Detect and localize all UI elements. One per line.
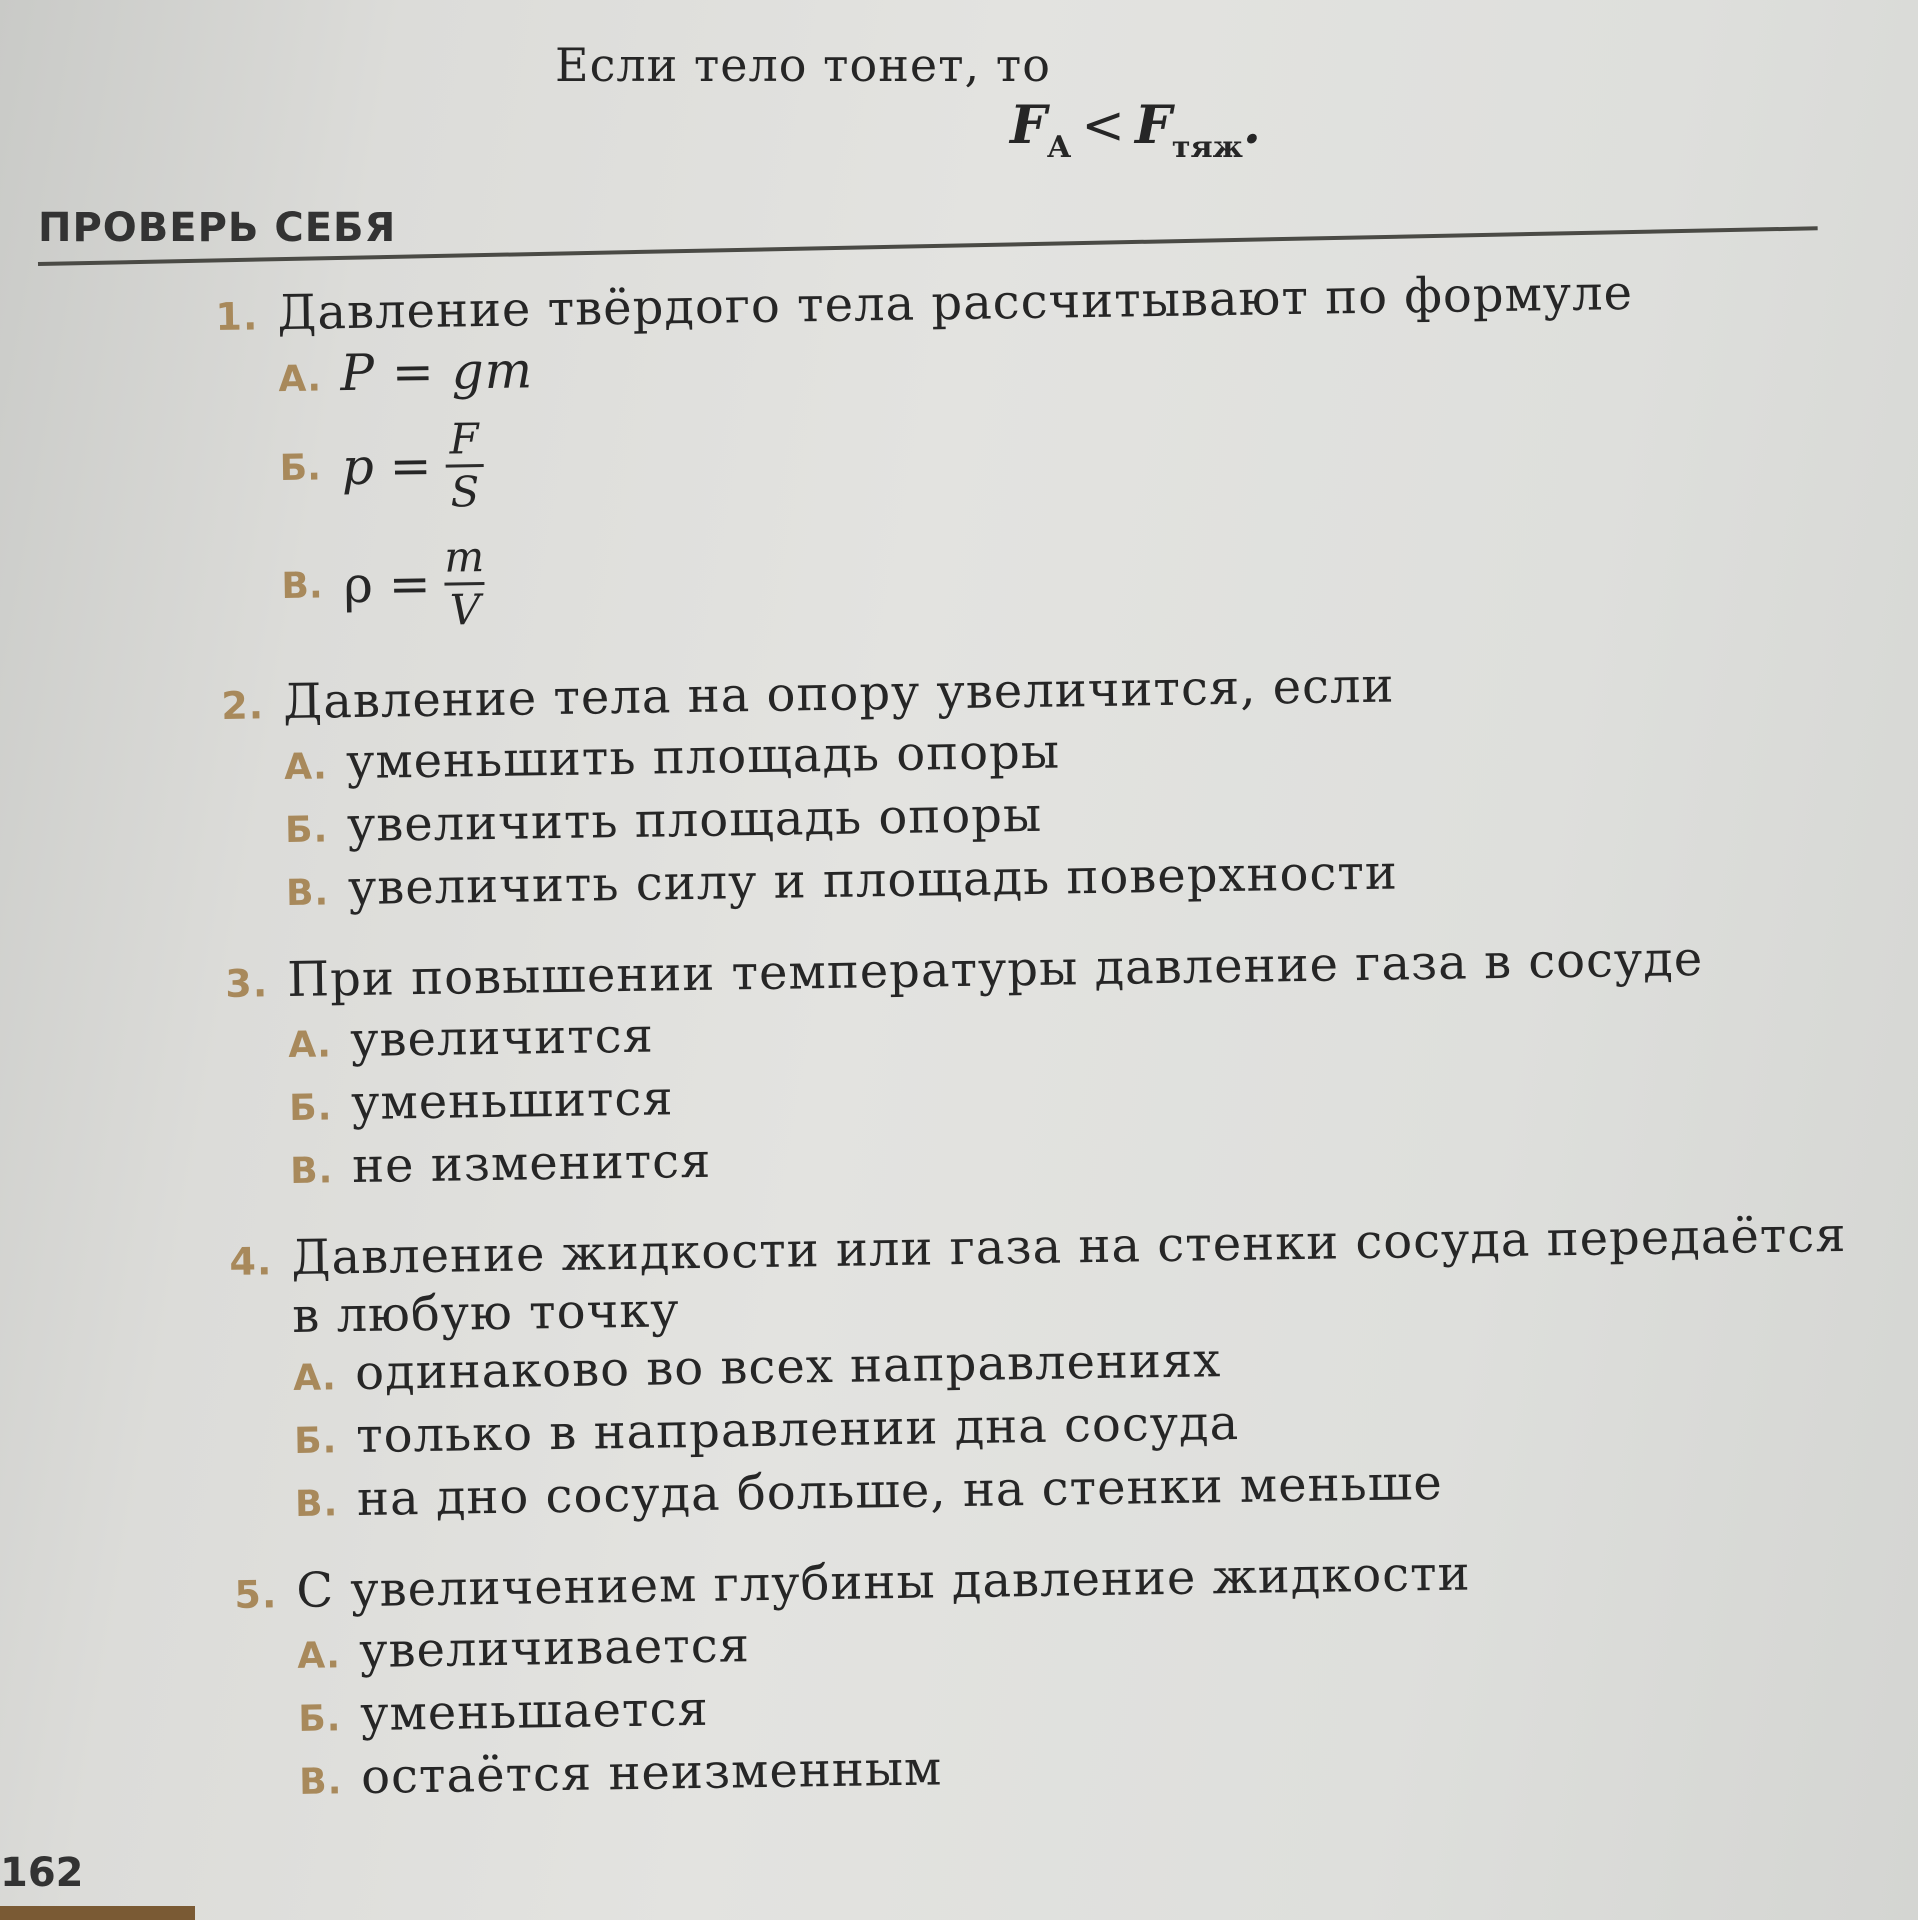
option-letter: В. xyxy=(294,1483,339,1525)
option-c xyxy=(281,504,1861,645)
question-number: 2. xyxy=(220,683,265,728)
page-number: 162 xyxy=(0,1850,84,1896)
option-text: остаётся неизменным xyxy=(360,1740,943,1805)
option-b xyxy=(279,386,1859,527)
option-text: уменьшится xyxy=(350,1070,674,1132)
option-letter: А. xyxy=(278,358,323,401)
page-edge-strip xyxy=(0,1906,195,1920)
question-text: С увеличением глубины давление жидкости xyxy=(295,1545,1471,1619)
formula-end: . xyxy=(1242,95,1262,156)
question-4 xyxy=(229,1206,1873,1535)
quiz-content xyxy=(215,261,1878,1841)
option-text: увеличится xyxy=(349,1007,655,1069)
option-letter: Б. xyxy=(284,809,329,852)
option-text: уменьшается xyxy=(359,1680,710,1742)
option-letter: Б. xyxy=(293,1420,338,1462)
option-letter: А. xyxy=(283,746,329,789)
option-letter: А. xyxy=(297,1635,342,1677)
fraction xyxy=(443,531,485,635)
question-5 xyxy=(234,1539,1878,1813)
question-text: При повышении температуры давление газа в сосуде xyxy=(286,931,1704,1009)
section-heading: ПРОВЕРЬ СЕБЯ xyxy=(38,205,397,251)
question-3 xyxy=(225,928,1869,1202)
option-text: увеличить силу и площадь поверхности xyxy=(347,844,1399,917)
archimedes-formula xyxy=(1010,95,1262,165)
formula-left: F xyxy=(1010,95,1047,156)
option-letter: Б. xyxy=(279,446,322,489)
fraction-denominator: S xyxy=(450,466,480,517)
question-text: Давление твёрдого тела рассчитывают по формуле xyxy=(277,264,1634,342)
question-text xyxy=(291,1206,1871,1345)
option-letter: А. xyxy=(292,1357,338,1399)
fraction-numerator: m xyxy=(443,531,485,582)
option-formula: P = gm xyxy=(339,341,534,403)
option-letter: В. xyxy=(289,1150,334,1192)
formula-right-sub: тяж xyxy=(1171,130,1243,165)
option-letter: В. xyxy=(281,564,323,607)
option-text: на дно сосуда больше, на стенки меньше xyxy=(356,1454,1444,1528)
option-text: не изменится xyxy=(351,1132,712,1195)
option-letter: А. xyxy=(287,1024,333,1066)
option-letter: Б. xyxy=(288,1087,333,1129)
option-text: одинаково во всех направлениях xyxy=(354,1332,1222,1402)
fraction xyxy=(445,413,484,517)
question-text-line-2: в любую точку xyxy=(291,1282,680,1344)
question-number: 1. xyxy=(215,294,259,339)
formula-right: F xyxy=(1134,95,1172,156)
option-letter: В. xyxy=(285,872,330,915)
intro-text: Если тело тонет, то xyxy=(555,38,1051,92)
option-letter: В. xyxy=(298,1761,343,1803)
option-text: уменьшить площадь опоры xyxy=(345,723,1061,791)
option-text: увеличить площадь опоры xyxy=(346,786,1043,854)
question-2 xyxy=(221,650,1865,924)
fraction-numerator: F xyxy=(449,413,480,464)
formula-left-sub: А xyxy=(1046,130,1072,165)
question-number: 5. xyxy=(234,1572,278,1617)
formula-op: < xyxy=(1081,96,1125,156)
formula-lhs: ρ = xyxy=(343,554,432,615)
option-letter: Б. xyxy=(297,1698,342,1740)
option-text: только в направлении дна сосуда xyxy=(355,1394,1240,1465)
question-1 xyxy=(215,261,1860,646)
option-text: увеличивается xyxy=(358,1617,751,1680)
question-number: 3. xyxy=(225,961,269,1006)
question-number: 4. xyxy=(229,1239,273,1284)
fraction-denominator: V xyxy=(449,584,481,635)
question-text-line-1: Давление жидкости или газа на стенки сосуда передаётся xyxy=(291,1206,1847,1286)
formula-lhs: p = xyxy=(341,436,432,497)
question-text: Давление тела на опору увеличится, если xyxy=(282,657,1395,731)
